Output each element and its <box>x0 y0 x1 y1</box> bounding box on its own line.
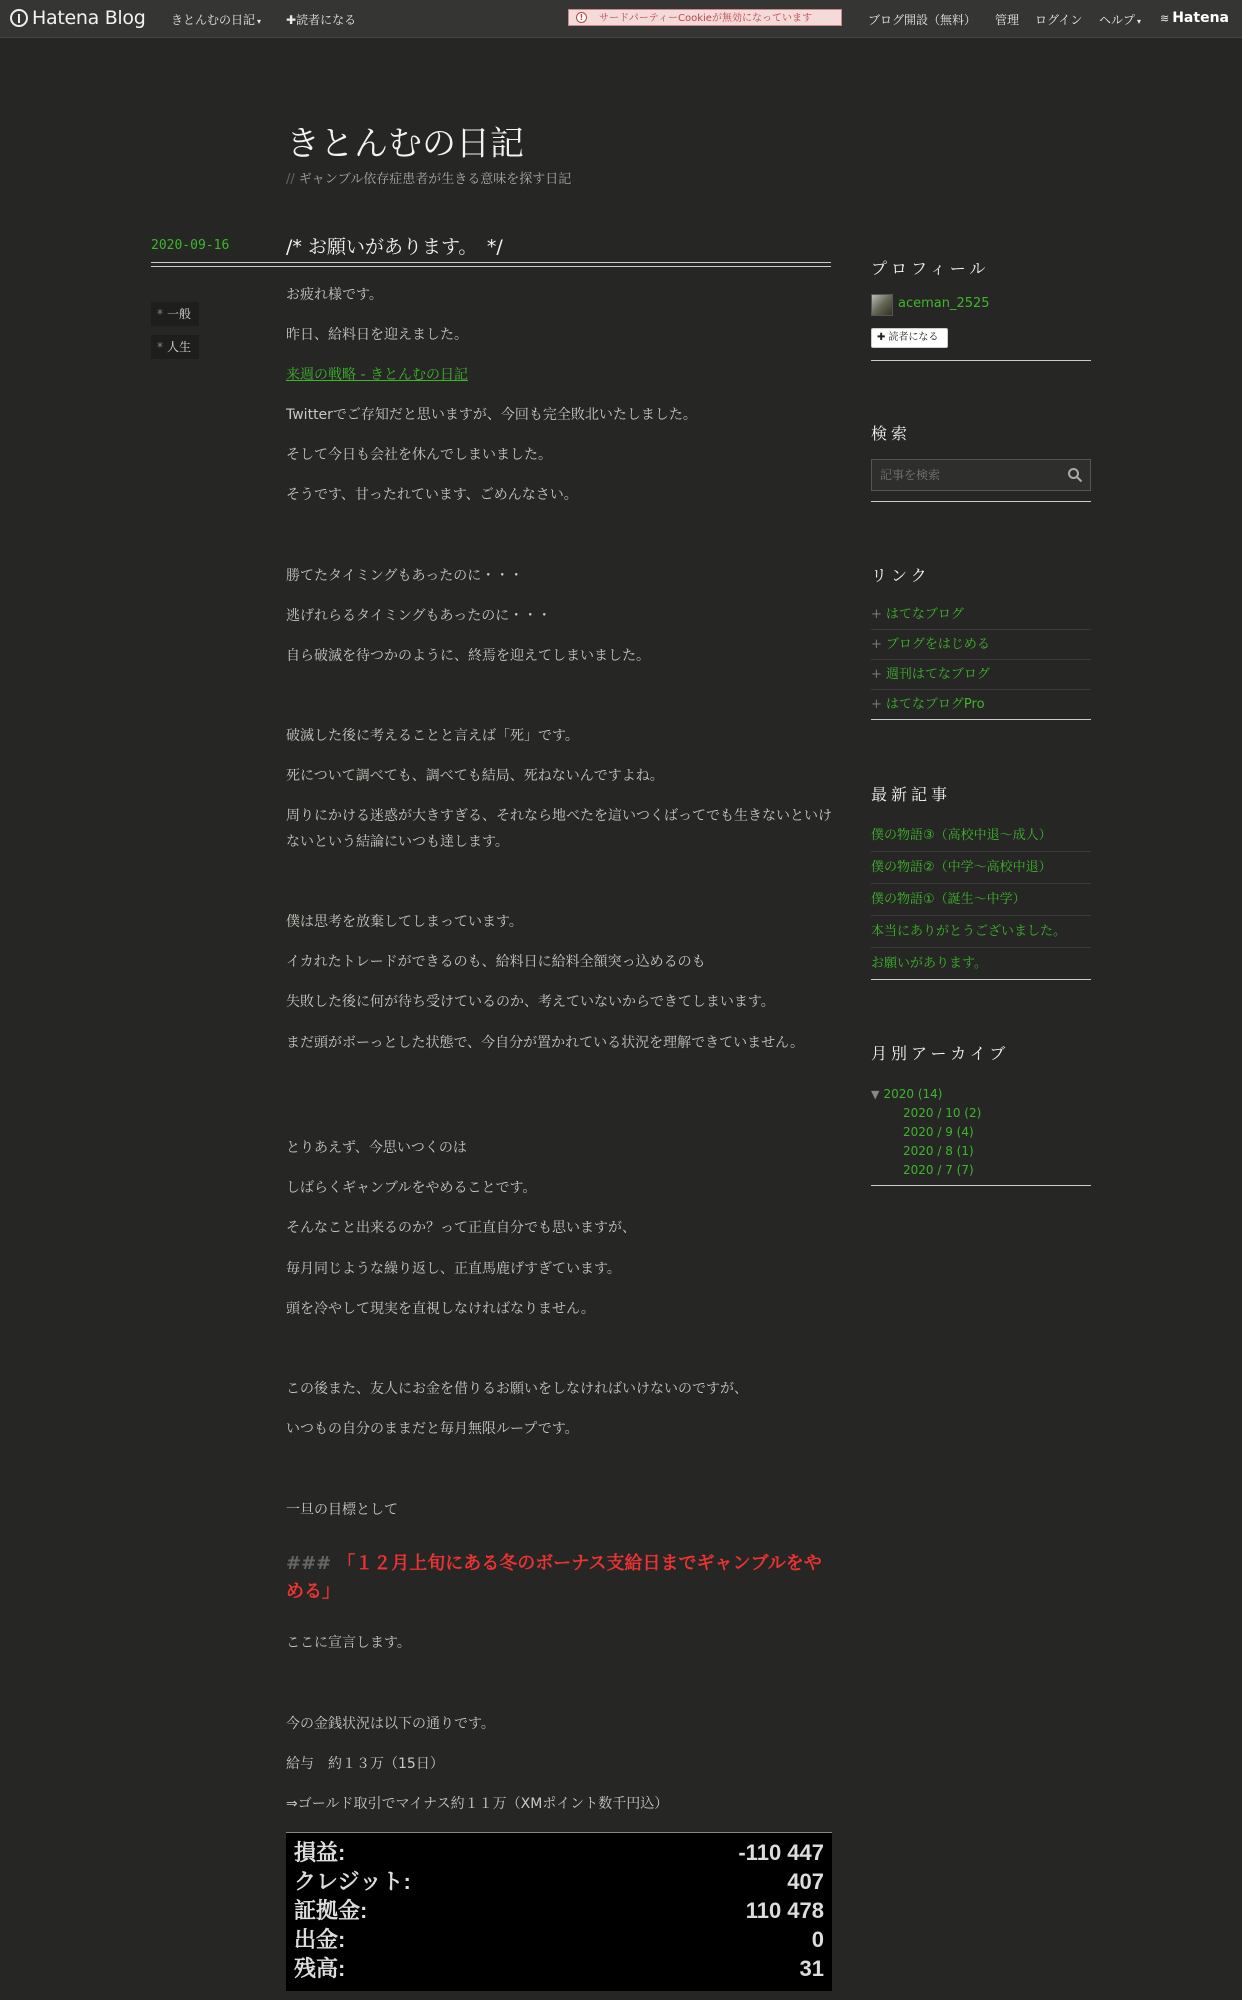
recent-heading: 最新記事 <box>871 785 952 804</box>
account-row <box>294 1954 824 1983</box>
paragraph: お疲れ様です。 <box>286 287 383 303</box>
global-header <box>0 0 1242 38</box>
hatena-link[interactable] <box>1160 10 1229 26</box>
account-row <box>294 1867 824 1896</box>
paragraph: しばらくギャンブルをやめることです。 <box>286 1180 537 1196</box>
blog-title[interactable]: きとんむの日記 <box>286 124 524 164</box>
paragraph: 給与 約１３万（15日） <box>286 1756 444 1772</box>
paragraph: 逃げれらるタイミングもあったのに・・・ <box>286 608 552 624</box>
account-label: 残高: <box>294 1956 346 1981</box>
profile-name-link[interactable]: aceman_2525 <box>898 296 990 311</box>
search-icon[interactable] <box>1067 467 1083 483</box>
heading-marker: ### <box>286 1553 332 1574</box>
plus-icon: + <box>871 667 882 682</box>
section-divider <box>871 501 1091 502</box>
triangle-down-icon: ▼ <box>871 1088 880 1101</box>
sidebar-link[interactable] <box>871 690 1091 720</box>
paragraph: 頭を冷やして現実を直視しなければなりません。 <box>286 1301 595 1317</box>
account-summary-image <box>286 1832 832 1991</box>
blog-description <box>286 168 571 187</box>
paragraph: そして今日も会社を休んでしまいました。 <box>286 447 552 463</box>
plus-icon: + <box>871 697 882 712</box>
section-divider <box>871 1185 1091 1186</box>
goal-heading <box>286 1550 832 1606</box>
paragraph: ここに宣言します。 <box>286 1635 411 1651</box>
paragraph: 今の金銭状況は以下の通りです。 <box>286 1716 495 1732</box>
blog-description-text: ギャンブル依存症患者が生きる意味を探す日記 <box>298 172 572 187</box>
links-heading: リンク <box>871 566 931 585</box>
plus-icon: + <box>871 637 882 652</box>
asterisk-icon: * <box>157 340 163 354</box>
related-entry-link[interactable]: 来週の戦略 - きとんむの日記 <box>286 367 468 383</box>
login-link[interactable]: ログイン <box>1035 13 1083 27</box>
entry-title[interactable]: /* お願いがあります。 */ <box>286 236 503 258</box>
paragraph: この後また、友人にお金を借りるお願いをしなければいけないのですが、 <box>286 1381 748 1397</box>
paragraph: イカれたトレードができるのも、給料日に給料全額突っ込めるのも <box>286 954 706 970</box>
sidebar-link-label: 週刊はてなブログ <box>885 667 990 682</box>
goal-heading-text: 「１２月上旬にある冬のボーナス支給日までギャンブルをやめる」 <box>286 1553 822 1602</box>
archive-month-link[interactable]: 2020 / 8 (1) <box>903 1144 974 1158</box>
plus-icon: ✚ <box>877 332 886 343</box>
account-row <box>294 1838 824 1867</box>
category-tag[interactable] <box>151 335 199 359</box>
dropdown-caret-icon: ▾ <box>257 17 262 26</box>
search-box <box>871 459 1091 491</box>
recent-entry-link[interactable]: 僕の物語②（中学～高校中退） <box>871 852 1091 884</box>
paragraph: 昨日、給料日を迎えました。 <box>286 327 468 343</box>
sidebar-link[interactable] <box>871 660 1091 690</box>
paragraph: 死について調べても、調べても結局、死ねないんですよね。 <box>286 768 664 784</box>
paragraph: そんなこと出来るのか？って正直自分でも思いますが、 <box>286 1220 636 1236</box>
paragraph: 勝てたタイミングもあったのに・・・ <box>286 568 524 584</box>
recent-entry-link[interactable]: 僕の物語①（誕生～中学） <box>871 884 1091 916</box>
recent-entry-link[interactable]: 本当にありがとうございました。 <box>871 916 1091 948</box>
category-tag[interactable] <box>151 302 199 326</box>
paragraph: 周りにかける迷惑が大きすぎる、それなら地べたを這いつくばってでも生きないといけないという結論にいつも達します。 <box>286 808 832 850</box>
account-label: 出金: <box>294 1927 346 1952</box>
blog-menu[interactable] <box>171 11 261 28</box>
hatena-label: Hatena <box>1172 10 1229 26</box>
paragraph: 一旦の目標として <box>286 1502 398 1518</box>
plus-icon: ✚ <box>286 13 297 27</box>
hatena-logo-icon <box>10 9 28 27</box>
category-label: 一般 <box>167 307 192 321</box>
manage-link[interactable]: 管理 <box>995 13 1020 27</box>
warning-icon: ! <box>576 12 587 23</box>
sidebar-subscribe-button[interactable] <box>871 328 948 348</box>
entry-date[interactable]: 2020-09-16 <box>151 238 230 253</box>
recent-entry-link[interactable]: お願いがあります。 <box>871 948 1091 980</box>
dropdown-caret-icon: ▾ <box>1137 17 1142 26</box>
help-menu[interactable] <box>1099 11 1141 28</box>
cookie-notice-text: サードパーティーCookieが無効になっています <box>599 13 812 24</box>
hatena-blog-logo[interactable] <box>10 7 146 29</box>
sidebar-link-label: はてなブログPro <box>885 697 985 712</box>
account-value: 407 <box>787 1869 824 1894</box>
hatena-wifi-icon: ≋ <box>1160 12 1170 25</box>
paragraph: まだ頭がボーっとした状態で、今自分が置かれている状況を理解できていません。 <box>286 1035 804 1051</box>
cookie-notice[interactable] <box>568 9 842 26</box>
paragraph: Twitterでご存知だと思いますが、今回も完全敗北いたしました。 <box>286 407 697 423</box>
archive-year-label: 2020 (14) <box>883 1087 943 1101</box>
header-subscribe-label: 読者になる <box>296 13 357 27</box>
avatar[interactable] <box>871 294 893 316</box>
category-label: 人生 <box>167 340 192 354</box>
plus-icon: + <box>871 607 882 622</box>
blog-menu-label: きとんむの日記 <box>171 13 256 27</box>
paragraph: 毎月同じような繰り返し、正直馬鹿げすぎています。 <box>286 1261 621 1277</box>
archive-year[interactable] <box>871 1087 942 1101</box>
account-label: 証拠金: <box>294 1898 368 1923</box>
paragraph: そうです、甘ったれています、ごめんなさい。 <box>286 487 578 503</box>
archive-heading: 月別アーカイブ <box>871 1044 1010 1063</box>
sidebar-link-label: はてなブログ <box>885 607 964 622</box>
title-divider <box>151 262 831 267</box>
asterisk-icon: * <box>157 307 163 321</box>
sidebar-link-label: ブログをはじめる <box>885 637 990 652</box>
subscribe-label: 読者になる <box>888 332 939 343</box>
archive-month-link[interactable]: 2020 / 10 (2) <box>903 1106 982 1120</box>
paragraph: 僕は思考を放棄してしまっています。 <box>286 914 523 930</box>
search-input[interactable] <box>878 467 1062 483</box>
sidebar-link[interactable] <box>871 630 1091 660</box>
start-blog-link[interactable]: ブログ開設（無料） <box>868 13 977 27</box>
paragraph: いつもの自分のままだと毎月無限ループです。 <box>286 1421 579 1437</box>
account-value: 110 478 <box>745 1898 824 1923</box>
account-value: -110 447 <box>738 1840 824 1865</box>
account-value: 0 <box>811 1927 824 1952</box>
archive-month-link[interactable]: 2020 / 7 (7) <box>903 1163 974 1177</box>
paragraph <box>286 362 832 388</box>
account-row <box>294 1925 824 1954</box>
sidebar-link[interactable] <box>871 600 1091 630</box>
slash-decoration: // <box>286 172 295 187</box>
section-divider <box>871 360 1091 361</box>
archive-month-link[interactable]: 2020 / 9 (4) <box>903 1125 974 1139</box>
paragraph: 失敗した後に何が待ち受けているのか、考えていないからできてしまいます。 <box>286 994 775 1010</box>
paragraph: 自ら破滅を待つかのように、終焉を迎えてしまいました。 <box>286 648 650 664</box>
profile-heading: プロフィール <box>871 259 990 278</box>
paragraph: 破滅した後に考えることと言えば「死」です。 <box>286 728 579 744</box>
account-label: 損益: <box>294 1840 346 1865</box>
logo-text: Hatena Blog <box>32 7 146 29</box>
search-heading: 検索 <box>871 424 912 443</box>
help-label: ヘルプ <box>1099 13 1136 27</box>
account-label: クレジット: <box>294 1869 411 1894</box>
account-value: 31 <box>799 1956 824 1981</box>
account-row <box>294 1896 824 1925</box>
paragraph: ⇒ゴールド取引でマイナス約１１万（XMポイント数千円込） <box>286 1796 669 1812</box>
paragraph: とりあえず、今思いつくのは <box>286 1140 467 1156</box>
header-subscribe-button[interactable] <box>286 11 356 28</box>
recent-entry-link[interactable]: 僕の物語③（高校中退～成人） <box>871 820 1091 852</box>
